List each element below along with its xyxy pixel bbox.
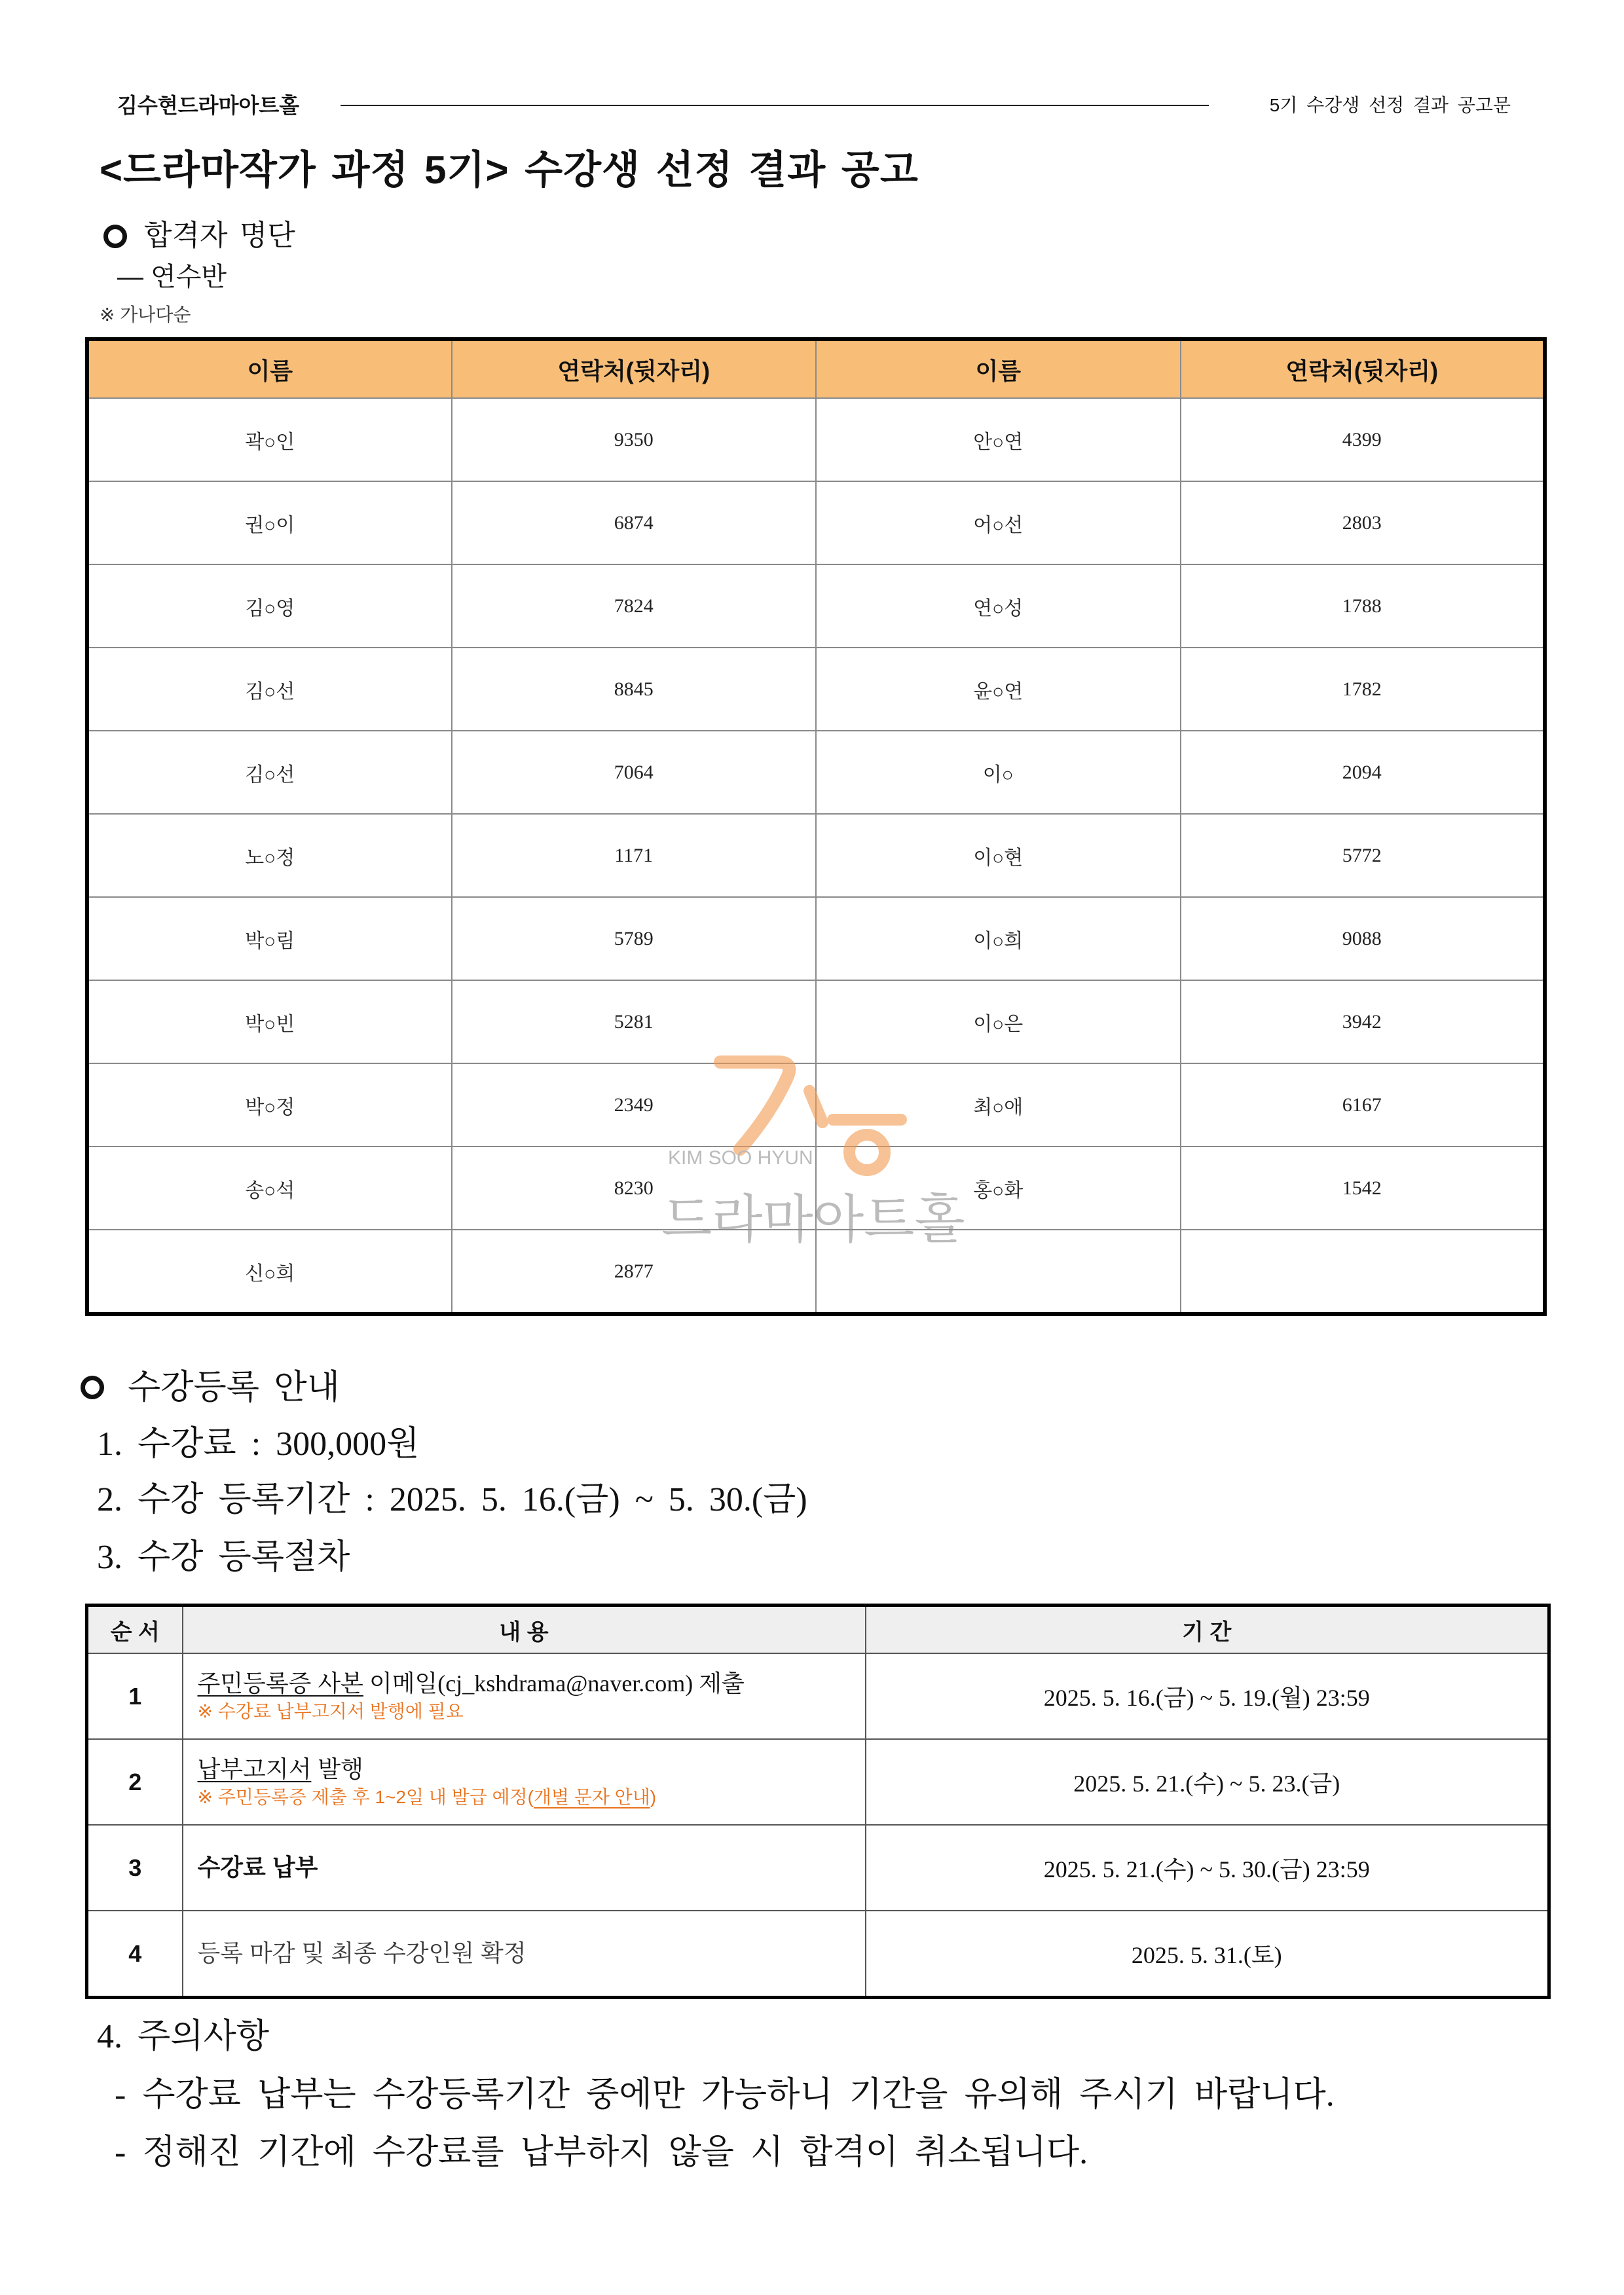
roster-row [87, 648, 1545, 731]
roster-name-cell: 김○영 [87, 564, 452, 648]
roster-phone-cell: 8230 [452, 1147, 817, 1230]
roster-name-cell: 윤○연 [816, 648, 1181, 731]
roster-name-cell: 박○정 [87, 1063, 452, 1147]
column-header-phone: 연락처(뒷자리) [452, 339, 817, 398]
roster-row [87, 398, 1545, 481]
column-header-phone: 연락처(뒷자리) [1181, 339, 1545, 398]
procedure-label: 3. 수강 등록절차 [97, 1539, 350, 1576]
roster-phone-cell: 1782 [1181, 648, 1545, 731]
step-note-underlined: 개별 문자 안내 [533, 1787, 650, 1808]
roster-name-cell: 권○이 [87, 481, 452, 564]
step-period: 2025. 5. 16.(금) ~ 5. 19.(월) 23:59 [866, 1653, 1549, 1739]
roster-empty-cell [1181, 1230, 1545, 1314]
step-main-text: 수강료 납부 [197, 1854, 318, 1881]
document-label: 5기 수강생 선정 결과 공고문 [1269, 95, 1511, 115]
roster-phone-cell: 3942 [1181, 980, 1545, 1063]
roster-phone-cell: 7824 [452, 564, 817, 648]
roster-phone-cell: 6167 [1181, 1063, 1545, 1147]
hollow-circle-bullet-icon [81, 1376, 104, 1399]
roster-row [87, 980, 1545, 1063]
header-divider [341, 105, 1209, 106]
watermark-latin-text: KIM SOO HYUN [668, 1147, 813, 1169]
step-main-text [198, 1668, 864, 1699]
roster-row [87, 731, 1545, 814]
class-label: — 연수반 [117, 263, 227, 291]
roster-phone-cell: 2803 [1181, 481, 1545, 564]
step-period: 2025. 5. 31.(토) [866, 1911, 1549, 1998]
registration-steps-table [85, 1604, 1551, 1999]
step-row [87, 1653, 1549, 1739]
step-number: 1 [87, 1653, 183, 1739]
roster-row [87, 814, 1545, 897]
step-content-cell [183, 1911, 866, 1998]
roster-phone-cell: 6874 [452, 481, 817, 564]
roster-name-cell: 이○은 [816, 980, 1181, 1063]
roster-name-cell: 이○현 [816, 814, 1181, 897]
roster-name-cell: 노○정 [87, 814, 452, 897]
step-main-text: 등록 마감 및 최종 수강인원 확정 [197, 1939, 526, 1967]
roster-phone-cell: 7064 [452, 731, 817, 814]
roster-name-cell: 김○선 [87, 648, 452, 731]
roster-name-cell: 김○선 [87, 731, 452, 814]
roster-name-cell: 곽○인 [87, 398, 452, 481]
roster-name-cell: 박○빈 [87, 980, 452, 1063]
step-period: 2025. 5. 21.(수) ~ 5. 23.(금) [866, 1739, 1549, 1825]
roster-name-cell: 연○성 [816, 564, 1181, 648]
roster-row [87, 1147, 1545, 1230]
step-main-underlined: 납부고지서 [197, 1755, 312, 1782]
roster-phone-cell: 4399 [1181, 398, 1545, 481]
roster-phone-cell: 1542 [1181, 1147, 1545, 1230]
caution-item: - 수강료 납부는 수강등록기간 중에만 가능하니 기간을 유의해 주시기 바랍니다. [115, 2076, 1335, 2114]
step-main-underlined: 주민등록증 사본 [197, 1669, 363, 1697]
roster-name-cell: 홍○화 [816, 1147, 1181, 1230]
section-heading-passed: 합격자 명단 [144, 219, 295, 251]
roster-name-cell: 안○연 [816, 398, 1181, 481]
step-note-prefix: ※ 주민등록증 제출 후 1~2일 내 발급 예정( [197, 1787, 534, 1808]
roster-name-cell: 박○림 [87, 897, 452, 980]
step-content-cell [183, 1739, 866, 1825]
sort-note: ※ 가나다순 [100, 304, 191, 325]
step-note: ※ 수강료 납부고지서 발행에 필요 [197, 1701, 464, 1722]
caution-item: - 정해진 기간에 수강료를 납부하지 않을 시 합격이 취소됩니다. [115, 2134, 1088, 2171]
roster-phone-cell: 2349 [452, 1063, 817, 1147]
step-number: 4 [87, 1911, 183, 1998]
roster-phone-cell: 2094 [1181, 731, 1545, 814]
step-note-suffix: ) [650, 1787, 657, 1808]
roster-row [87, 1063, 1545, 1147]
steps-header-row [87, 1606, 1549, 1654]
roster-name-cell: 어○선 [816, 481, 1181, 564]
roster-phone-cell: 5789 [452, 897, 817, 980]
step-main-rest: 발행 [311, 1755, 363, 1782]
roster-phone-cell: 5772 [1181, 814, 1545, 897]
roster-empty-cell [816, 1230, 1181, 1314]
roster-name-cell: 최○애 [816, 1063, 1181, 1147]
roster-phone-cell: 9088 [1181, 897, 1545, 980]
step-row [87, 1739, 1549, 1825]
roster-name-cell: 송○석 [87, 1147, 452, 1230]
section-heading-registration: 수강등록 안내 [128, 1368, 340, 1406]
roster-phone-cell: 2877 [452, 1230, 817, 1314]
step-note [198, 1784, 864, 1810]
organization-name: 김수현드라마아트홀 [117, 94, 300, 117]
column-header-order: 순 서 [87, 1606, 183, 1654]
roster-phone-cell: 8845 [452, 648, 817, 731]
step-number: 3 [87, 1825, 183, 1911]
step-row [87, 1911, 1549, 1998]
roster-row [87, 564, 1545, 648]
roster-name-cell: 신○희 [87, 1230, 452, 1314]
roster-name-cell: 이○ [816, 731, 1181, 814]
roster-phone-cell: 9350 [452, 398, 817, 481]
cautions-label: 4. 주의사항 [97, 2018, 269, 2055]
step-period: 2025. 5. 21.(수) ~ 5. 30.(금) 23:59 [866, 1825, 1549, 1911]
watermark-brand-text: 드라마아트홀 [661, 1190, 965, 1249]
passed-roster-table [85, 337, 1547, 1316]
fee-line: 1. 수강료 : 300,000원 [97, 1425, 420, 1463]
roster-name-cell: 이○희 [816, 897, 1181, 980]
column-header-period: 기 간 [866, 1606, 1549, 1654]
step-row [87, 1825, 1549, 1911]
roster-row [87, 481, 1545, 564]
roster-phone-cell: 1171 [452, 814, 817, 897]
step-content-cell [183, 1653, 866, 1739]
step-main-rest: 이메일(cj_kshdrama@naver.com) 제출 [363, 1670, 745, 1697]
roster-phone-cell: 1788 [1181, 564, 1545, 648]
roster-phone-cell: 5281 [452, 980, 817, 1063]
registration-period-line: 2. 수강 등록기간 : 2025. 5. 16.(금) ~ 5. 30.(금) [97, 1481, 807, 1518]
roster-header-row [87, 339, 1545, 398]
roster-row [87, 897, 1545, 980]
column-header-content: 내 용 [183, 1606, 866, 1654]
roster-row [87, 1230, 1545, 1314]
column-header-name: 이름 [816, 339, 1181, 398]
step-number: 2 [87, 1739, 183, 1825]
step-content-cell [183, 1825, 866, 1911]
column-header-name: 이름 [87, 339, 452, 398]
page-title: <드라마작가 과정 5기> 수강생 선정 결과 공고 [100, 148, 919, 192]
hollow-circle-bullet-icon [103, 225, 127, 248]
step-main-text [198, 1754, 864, 1785]
